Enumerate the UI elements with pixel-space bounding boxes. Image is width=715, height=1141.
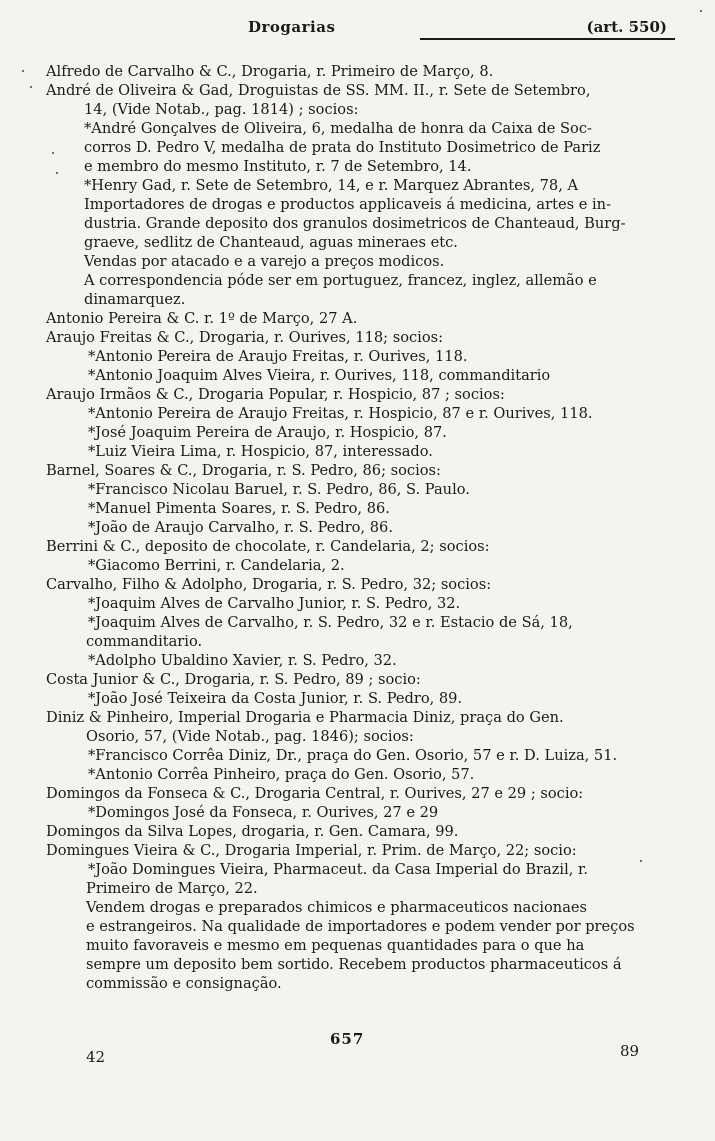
entry-detail-line: *João de Araujo Carvalho, r. S. Pedro, 86. — [88, 519, 393, 536]
page-header — [0, 16, 715, 40]
entry-heading-line: Costa Junior & C., Drogaria, r. S. Pedro, 89 ; socio: — [46, 671, 421, 688]
entry-detail-line: *Antonio Corrêa Pinheiro, praça do Gen. Osorio, 57. — [88, 766, 475, 783]
entry-detail-line: *Manuel Pimenta Soares, r. S. Pedro, 86. — [88, 500, 390, 517]
entry-detail-line: *Francisco Nicolau Baruel, r. S. Pedro, 86, S. Paulo. — [88, 481, 470, 498]
scan-speck — [52, 152, 54, 154]
directory-entries — [46, 62, 686, 993]
entry-detail-line: commanditario. — [86, 633, 203, 650]
entry-heading-line: Antonio Pereira & C. r. 1º de Março, 27 A. — [46, 310, 358, 327]
entry-detail-line: Osorio, 57, (Vide Notab., pag. 1846); socios: — [86, 728, 414, 745]
scan-speck — [700, 10, 702, 12]
entry-detail-line: A correspondencia póde ser em portuguez, francez, inglez, allemão e — [84, 272, 597, 289]
entry-detail-line: sempre um deposito bem sortido. Recebem productos pharmaceuticos á — [86, 956, 622, 973]
entry-detail-line: Vendem drogas e preparados chimicos e pharmaceuticos nacionaes — [86, 899, 588, 916]
entry-heading-line: Araujo Freitas & C., Drogaria, r. Ourives, 118; socios: — [46, 329, 444, 346]
entry-heading-line: Alfredo de Carvalho & C., Drogaria, r. Primeiro de Março, 8. — [46, 63, 494, 80]
entry-detail-line: dinamarquez. — [84, 291, 186, 308]
entry-detail-line: commissão e consignação. — [86, 975, 282, 992]
page-footer — [0, 1030, 715, 1090]
entry-heading-line: Diniz & Pinheiro, Imperial Drogaria e Pharmacia Diniz, praça do Gen. — [46, 709, 564, 726]
entry-heading-line: Berrini & C., deposito de chocolate, r. Candelaria, 2; socios: — [46, 538, 490, 555]
entry-detail-line: *Henry Gad, r. Sete de Setembro, 14, e r. Marquez Abrantes, 78, A — [84, 177, 579, 194]
entry-detail-line: muito favoraveis e mesmo em pequenas quantidades para o que ha — [86, 937, 585, 954]
entry-detail-line: *Antonio Pereira de Araujo Freitas, r. Hospicio, 87 e r. Ourives, 118. — [88, 405, 593, 422]
scan-speck — [56, 172, 58, 174]
scan-speck — [22, 70, 24, 72]
entry-heading-line: Carvalho, Filho & Adolpho, Drogaria, r. S. Pedro, 32; socios: — [46, 576, 492, 593]
article-reference: (art. 550) — [586, 18, 667, 36]
entry-heading-line: Araujo Irmãos & C., Drogaria Popular, r. Hospicio, 87 ; socios: — [46, 386, 505, 403]
entry-heading-line: Barnel, Soares & C., Drogaria, r. S. Pedro, 86; socios: — [46, 462, 441, 479]
entry-detail-line: 14, (Vide Notab., pag. 1814) ; socios: — [84, 101, 359, 118]
entry-heading-line: André de Oliveira & Gad, Droguistas de SS. MM. II., r. Sete de Setembro, — [46, 82, 591, 99]
entry-detail-line: dustria. Grande deposito dos granulos dosimetricos de Chanteaud, Burg- — [84, 215, 626, 232]
entry-detail-line: *Antonio Joaquim Alves Vieira, r. Ourives, 118, commanditario — [88, 367, 551, 384]
entry-detail-line: *Domingos José da Fonseca, r. Ourives, 27 e 29 — [88, 804, 439, 821]
entry-detail-line: Importadores de drogas e productos applicaveis á medicina, artes e in- — [84, 196, 611, 213]
entry-detail-line: *Joaquim Alves de Carvalho, r. S. Pedro, 32 e r. Estacio de Sá, 18, — [88, 614, 573, 631]
entry-detail-line: *Giacomo Berrini, r. Candelaria, 2. — [88, 557, 345, 574]
entry-detail-line: Vendas por atacado e a varejo a preços modicos. — [84, 253, 445, 270]
scan-speck — [30, 86, 32, 88]
entry-detail-line: graeve, sedlitz de Chanteaud, aguas mineraes etc. — [84, 234, 458, 251]
entry-detail-line: *Joaquim Alves de Carvalho Junior, r. S. Pedro, 32. — [88, 595, 461, 612]
entry-detail-line: *Francisco Corrêa Diniz, Dr., praça do Gen. Osorio, 57 e r. D. Luiza, 51. — [88, 747, 618, 764]
entry-heading-line: Domingos da Silva Lopes, drogaria, r. Gen. Camara, 99. — [46, 823, 459, 840]
entry-detail-line: *José Joaquim Pereira de Araujo, r. Hospicio, 87. — [88, 424, 447, 441]
entry-detail-line: e membro do mesmo Instituto, r. 7 de Setembro, 14. — [84, 158, 472, 175]
scan-speck — [640, 860, 642, 862]
running-title: Drogarias — [248, 18, 336, 36]
sheet-number: 657 — [330, 1030, 365, 1048]
entry-heading-line: Domingos da Fonseca & C., Drogaria Central, r. Ourives, 27 e 29 ; socio: — [46, 785, 584, 802]
header-rule — [420, 38, 675, 40]
entry-detail-line: e estrangeiros. Na qualidade de importadores e podem vender por preços — [86, 918, 635, 935]
entry-detail-line: corros D. Pedro V, medalha de prata do Instituto Dosimetrico de Pariz — [84, 139, 601, 156]
entry-detail-line: *Luiz Vieira Lima, r. Hospicio, 87, interessado. — [88, 443, 433, 460]
footer-left-number: 42 — [86, 1048, 106, 1066]
entry-heading-line: Domingues Vieira & C., Drogaria Imperial, r. Prim. de Março, 22; socio: — [46, 842, 577, 859]
footer-right-number: 89 — [620, 1042, 640, 1060]
entry-detail-line: *João Domingues Vieira, Pharmaceut. da Casa Imperial do Brazil, r. — [88, 861, 589, 878]
entry-detail-line: *André Gonçalves de Oliveira, 6, medalha de honra da Caixa de Soc- — [84, 120, 592, 137]
entry-detail-line: *João José Teixeira da Costa Junior, r. S. Pedro, 89. — [88, 690, 463, 707]
entry-detail-line: Primeiro de Março, 22. — [86, 880, 258, 897]
entry-detail-line: *Adolpho Ubaldino Xavier, r. S. Pedro, 32. — [88, 652, 397, 669]
entry-detail-line: *Antonio Pereira de Araujo Freitas, r. Ourives, 118. — [88, 348, 468, 365]
